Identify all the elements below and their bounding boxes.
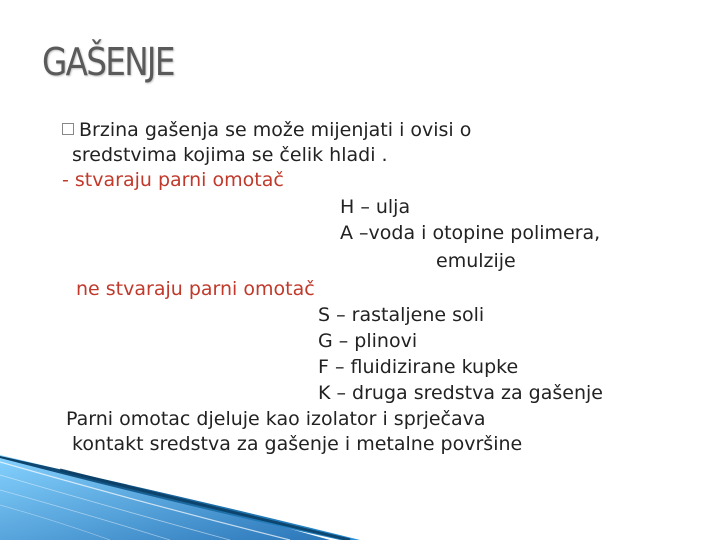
closing-line-1: Parni omotac djeluje kao izolator i sprječava (66, 408, 486, 430)
closing-line-2: kontakt sredstva za gašenje i metalne površine (72, 433, 523, 455)
heading-forms-vapor-blanket: - stvaraju parni omotač (62, 169, 284, 191)
slide-title: GAŠENJE (42, 40, 174, 84)
bullet-box-icon (62, 123, 74, 135)
not-forms-item-fluidized-baths: F – fluidizirane kupke (318, 356, 519, 378)
not-forms-item-salts: S – rastaljene soli (318, 304, 485, 326)
not-forms-item-other-media: K – druga sredstva za gašenje (318, 382, 603, 404)
heading-not-forms-vapor-blanket: ne stvaraju parni omotač (76, 278, 315, 300)
paragraph-line-2: sredstvima kojima se čelik hladi . (72, 144, 388, 166)
paragraph-line-1: Brzina gašenja se može mijenjati i ovisi o (79, 119, 472, 141)
not-forms-item-gases: G – plinovi (318, 330, 418, 352)
forms-item-emulsions: emulzije (436, 250, 516, 272)
forms-item-oils: H – ulja (340, 196, 411, 218)
forms-item-water-polymers: A –voda i otopine polimera, (340, 222, 601, 244)
